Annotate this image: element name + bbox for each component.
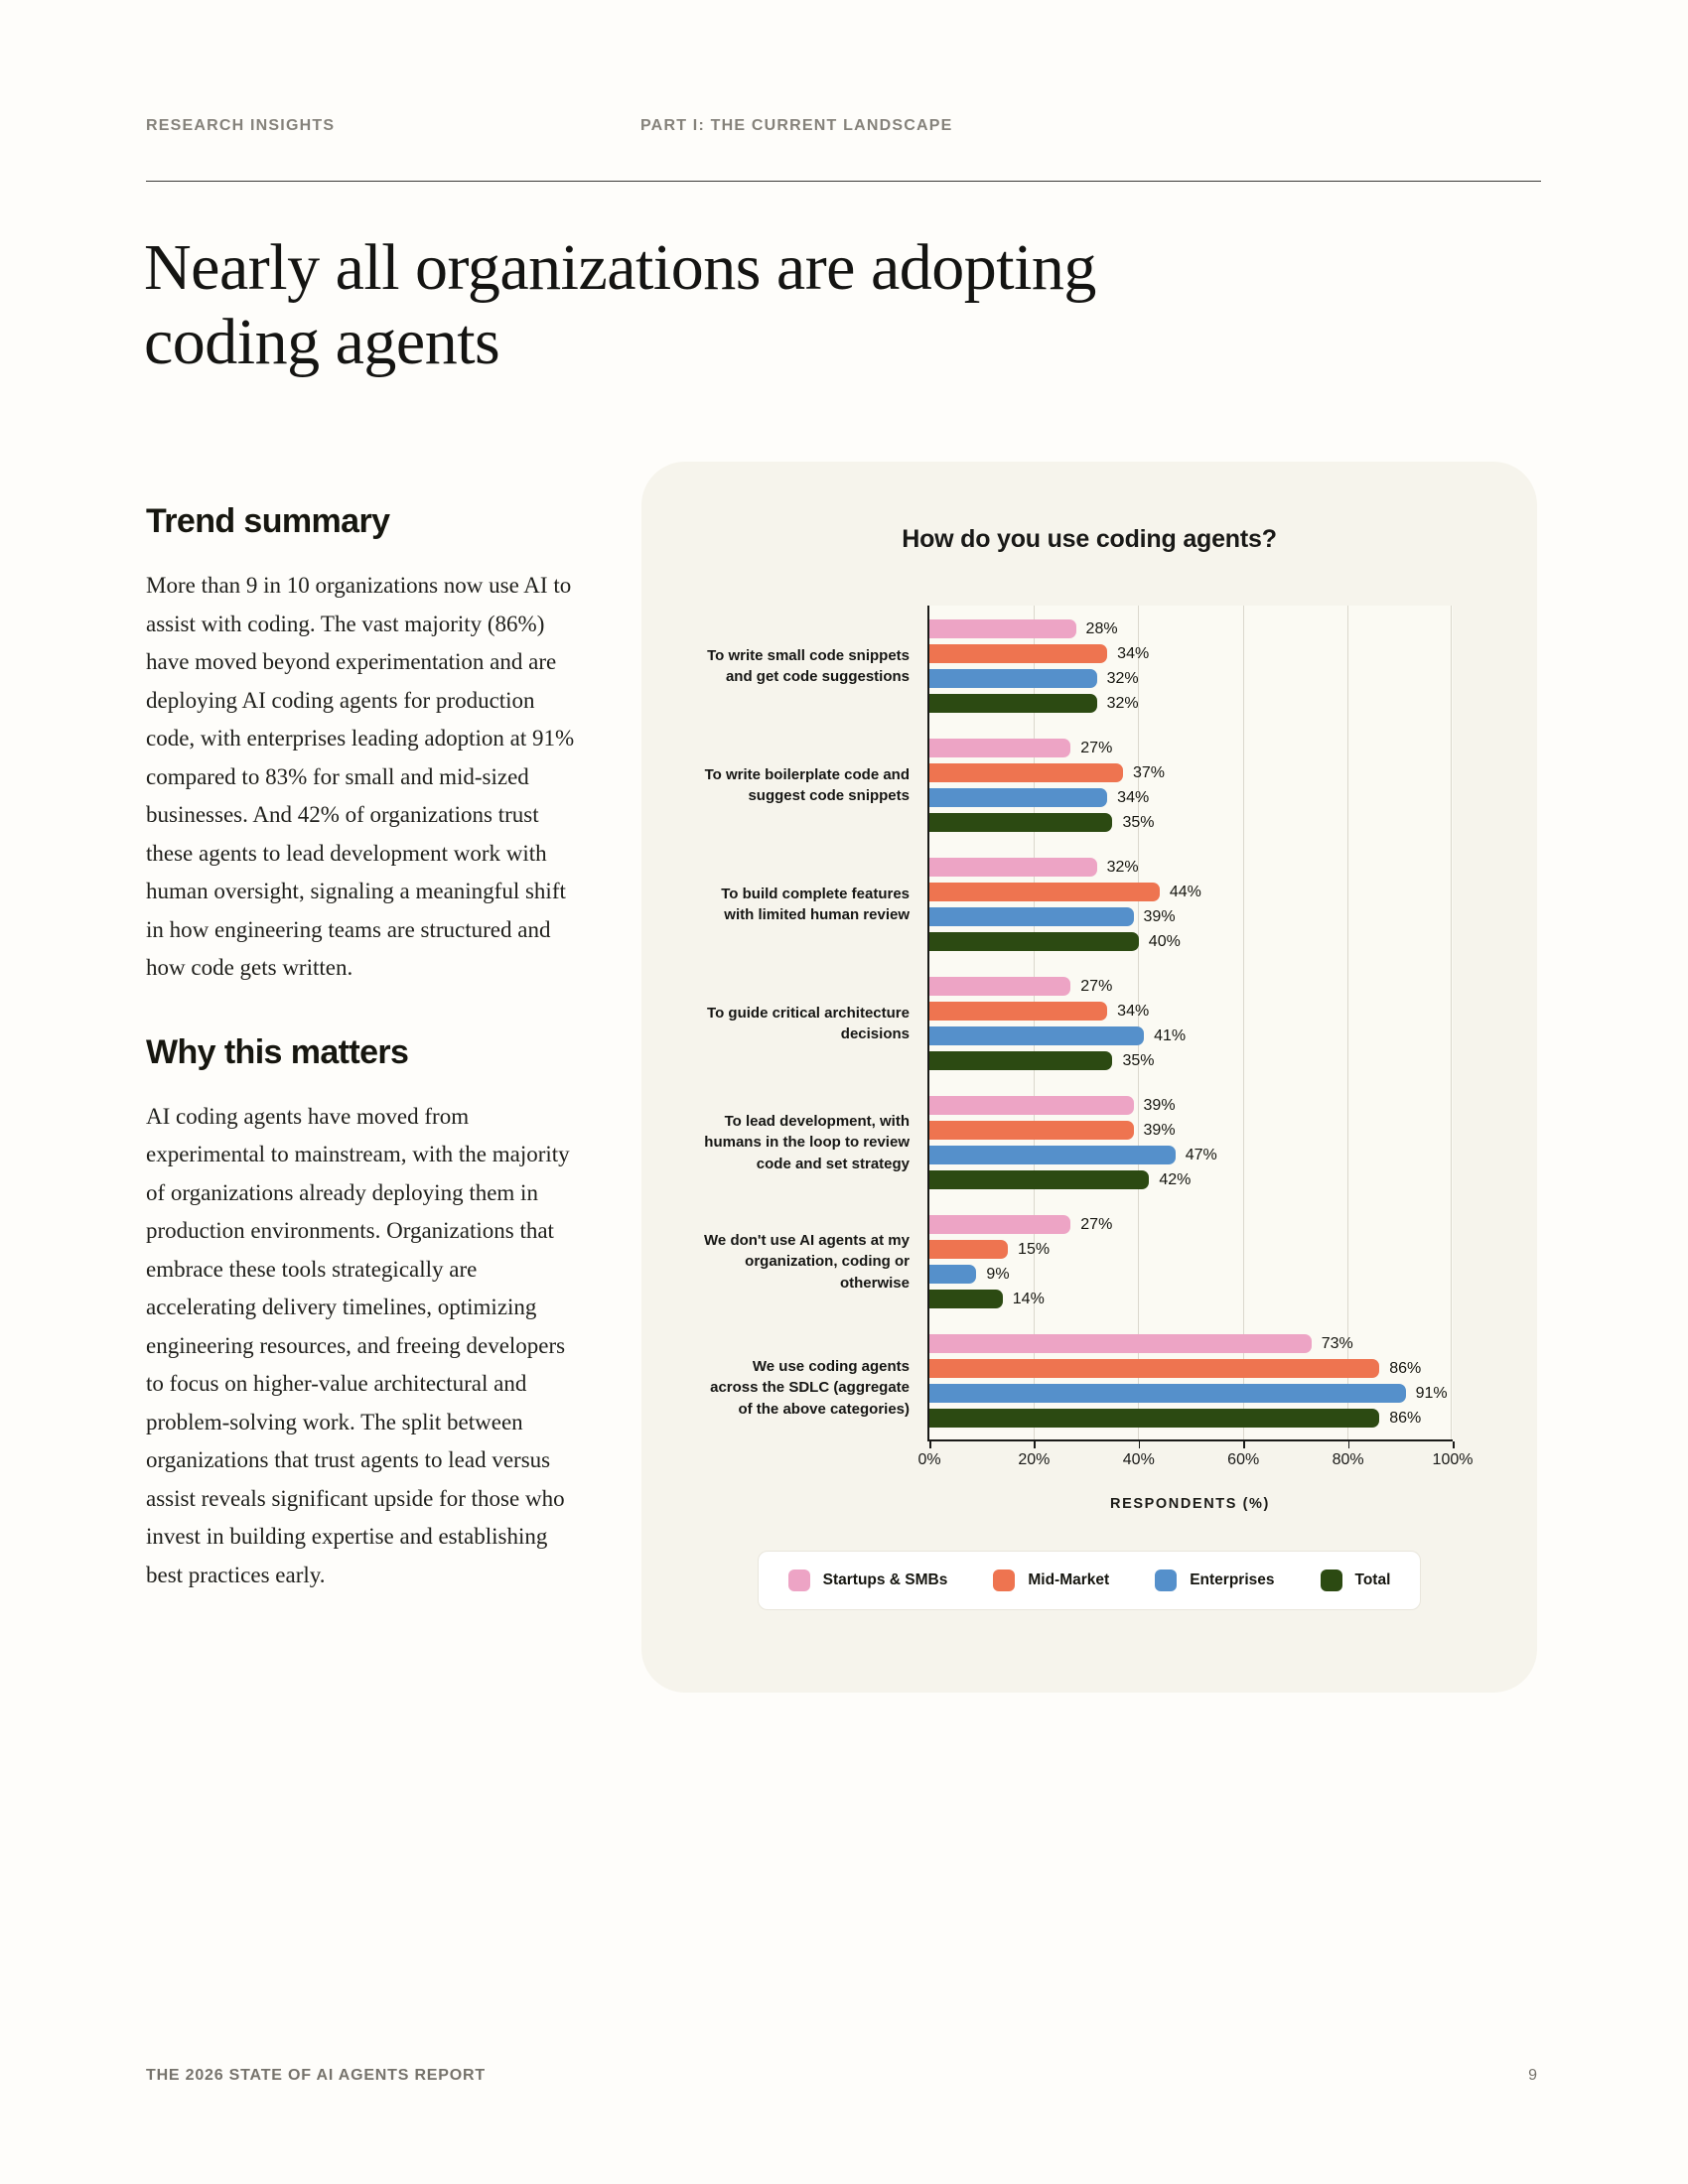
bar-row <box>929 669 1453 688</box>
section-heading-why-this-matters: Why this matters <box>146 1032 409 1071</box>
bar-value-label: 35% <box>1122 1051 1155 1069</box>
bar <box>929 1051 1112 1070</box>
bar-value-label: 14% <box>1012 1290 1045 1307</box>
section-body-why-this-matters: AI coding agents have moved from experimental to mainstream, with the majority of organizations already deploying them in production environments. Organizations that embrace these tools strategically are accelerating delivery timelines, optimizing engineering resources, and freeing developers to focus on higher-value architectural and problem-solving work. The split between organizations that trust agents to lead versus assist reveals significant upside for those who invest in building expertise and establishing best practices early. <box>146 1103 570 1587</box>
bar-value-label: 34% <box>1117 788 1150 806</box>
bar-value-label: 32% <box>1106 858 1139 876</box>
bar-row <box>929 1265 1453 1284</box>
category-label: To lead development, with humans in the loop to review code and set strategy <box>704 1113 910 1172</box>
bar-row <box>929 1334 1453 1353</box>
bar-group <box>927 977 1453 1096</box>
bar-row <box>929 907 1453 926</box>
x-axis <box>917 1441 1474 1479</box>
bar-value-label: 42% <box>1159 1170 1192 1188</box>
category-label: To write boilerplate code and suggest code snippets <box>704 765 910 804</box>
bar-group <box>927 739 1453 858</box>
bar-row <box>929 644 1453 663</box>
bar-value-label: 91% <box>1415 1384 1448 1402</box>
bar <box>929 694 1097 713</box>
legend-swatch <box>1155 1570 1177 1591</box>
bar-value-label: 27% <box>1080 1215 1113 1233</box>
bar-row <box>929 813 1453 832</box>
bar-row <box>929 1026 1453 1045</box>
bar <box>929 858 1097 877</box>
bar-row <box>929 739 1453 757</box>
legend-item <box>1155 1570 1274 1591</box>
bar-row <box>929 1409 1453 1428</box>
category-label: We use coding agents across the SDLC (aggregate of the above categories) <box>710 1358 910 1418</box>
bar-row <box>929 694 1453 713</box>
bar-row <box>929 932 1453 951</box>
bar <box>929 932 1139 951</box>
bar <box>929 1334 1312 1353</box>
bar <box>929 1290 1003 1308</box>
bar-value-label: 35% <box>1122 813 1155 831</box>
bar-row <box>929 1002 1453 1021</box>
bar-row <box>929 977 1453 996</box>
bar-value-label: 39% <box>1143 1096 1176 1114</box>
legend-label: Mid-Market <box>1028 1571 1110 1588</box>
bar <box>929 1384 1406 1403</box>
chart-card <box>641 462 1537 1693</box>
legend-item <box>993 1570 1109 1591</box>
bar <box>929 1265 976 1284</box>
bar <box>929 907 1134 926</box>
bar-value-label: 40% <box>1148 932 1181 950</box>
bar <box>929 1170 1149 1189</box>
bar-value-label: 86% <box>1389 1409 1422 1427</box>
bar-value-label: 28% <box>1085 619 1118 637</box>
bar-row <box>929 619 1453 638</box>
x-axis-tick-label: 0% <box>917 1451 941 1468</box>
bar-row <box>929 1240 1453 1259</box>
x-axis-tick-mark <box>1139 1441 1141 1448</box>
header-eyebrow-right: PART I: THE CURRENT LANDSCAPE <box>640 117 953 134</box>
bar <box>929 1026 1144 1045</box>
bar-row <box>929 1384 1453 1403</box>
bar-value-label: 15% <box>1018 1240 1051 1258</box>
legend-swatch <box>993 1570 1015 1591</box>
bar-row <box>929 1096 1453 1115</box>
bar <box>929 1121 1134 1140</box>
chart-grid <box>641 606 1537 1441</box>
bar-value-label: 39% <box>1143 1121 1176 1139</box>
bar-row <box>929 858 1453 877</box>
page-number: 9 <box>1528 2067 1537 2084</box>
section-heading-trend-summary: Trend summary <box>146 502 390 540</box>
bar-value-label: 86% <box>1389 1359 1422 1377</box>
category-label: To build complete features with limited human review <box>721 885 910 923</box>
x-axis-tick-label: 40% <box>1122 1451 1155 1468</box>
x-axis-tick-label: 20% <box>1018 1451 1051 1468</box>
bar-value-label: 37% <box>1132 763 1166 781</box>
bar-row <box>929 1359 1453 1378</box>
legend-item <box>788 1570 948 1591</box>
bar-value-label: 34% <box>1117 1002 1150 1020</box>
header-eyebrow-left: RESEARCH INSIGHTS <box>146 117 336 134</box>
bar-value-label: 41% <box>1154 1026 1187 1044</box>
legend-label: Enterprises <box>1190 1571 1275 1588</box>
bar-value-label: 44% <box>1169 883 1201 900</box>
bar-chart <box>641 606 1537 1513</box>
bar <box>929 977 1070 996</box>
x-axis-tick-mark <box>929 1441 931 1448</box>
bar-value-label: 32% <box>1106 694 1139 712</box>
article-column <box>146 502 583 1594</box>
bar <box>929 1146 1176 1164</box>
bar <box>929 619 1076 638</box>
bar-value-label: 47% <box>1185 1146 1217 1163</box>
category-label: To write small code snippets and get code suggestions <box>707 646 910 685</box>
bar <box>929 763 1123 782</box>
legend-swatch <box>788 1570 810 1591</box>
bar-value-label: 9% <box>986 1265 1010 1283</box>
bar <box>929 813 1112 832</box>
bar <box>929 788 1107 807</box>
bar-value-label: 73% <box>1321 1334 1353 1352</box>
x-axis-tick-mark <box>1243 1441 1245 1448</box>
chart-legend <box>758 1551 1422 1610</box>
bar-group <box>927 606 1453 739</box>
bar <box>929 669 1097 688</box>
bar-row <box>929 763 1453 782</box>
x-axis-title: RESPONDENTS (%) <box>1110 1496 1270 1512</box>
section-spacer <box>146 988 583 1033</box>
bar-value-label: 34% <box>1117 644 1150 662</box>
x-axis-title-row <box>927 1495 1453 1513</box>
bar-row <box>929 1146 1453 1164</box>
bar-row <box>929 1121 1453 1140</box>
category-label: To guide critical architecture decisions <box>707 1004 910 1042</box>
bar-value-label: 32% <box>1106 669 1139 687</box>
bar-group <box>927 1215 1453 1334</box>
legend-item <box>1321 1570 1391 1591</box>
bar-value-label: 27% <box>1080 977 1113 995</box>
bar-row <box>929 1170 1453 1189</box>
category-label: We don't use AI agents at my organization, coding or otherwise <box>704 1232 910 1292</box>
legend-label: Startups & SMBs <box>822 1571 948 1588</box>
x-axis-tick-label: 80% <box>1332 1451 1364 1468</box>
chart-title: How do you use coding agents? <box>902 525 1277 553</box>
bar-value-label: 27% <box>1080 739 1113 756</box>
x-axis-tick-mark <box>1348 1441 1350 1448</box>
bar <box>929 739 1070 757</box>
bar-group <box>927 858 1453 977</box>
bar-row <box>929 1215 1453 1234</box>
x-axis-tick-label: 100% <box>1432 1451 1474 1468</box>
bar-row <box>929 1290 1453 1308</box>
x-axis-tick-label: 60% <box>1227 1451 1260 1468</box>
bar-group <box>927 1096 1453 1215</box>
bar-row <box>929 1051 1453 1070</box>
legend-swatch <box>1321 1570 1342 1591</box>
bar <box>929 1096 1134 1115</box>
footer-report-name: THE 2026 STATE OF AI AGENTS REPORT <box>146 2067 486 2084</box>
header-divider <box>146 181 1541 182</box>
bar <box>929 1359 1379 1378</box>
bar <box>929 1240 1008 1259</box>
x-axis-tick-mark <box>1453 1441 1455 1448</box>
bar-row <box>929 788 1453 807</box>
bar-value-label: 39% <box>1143 907 1176 925</box>
x-axis-tick-mark <box>1034 1441 1036 1448</box>
bar-row <box>929 883 1453 901</box>
bar <box>929 1215 1070 1234</box>
bar <box>929 883 1160 901</box>
section-body-trend-summary: More than 9 in 10 organizations now use AI to assist with coding. The vast majority (86%) have moved beyond experimentation and are deploying AI coding agents for production code, with enterprises leading adoption at 91% compared to 83% for small and mid-sized businesses. And 42% of organizations trust these agents to lead development work with human oversight, signaling a meaningful shift in how engineering teams are structured and how code gets written. <box>146 573 575 980</box>
bar <box>929 1002 1107 1021</box>
bar <box>929 644 1107 663</box>
page-title: Nearly all organizations are adopting coding agents <box>144 231 1096 379</box>
bar <box>929 1409 1379 1428</box>
bar-group <box>927 1334 1453 1441</box>
legend-label: Total <box>1354 1571 1391 1588</box>
